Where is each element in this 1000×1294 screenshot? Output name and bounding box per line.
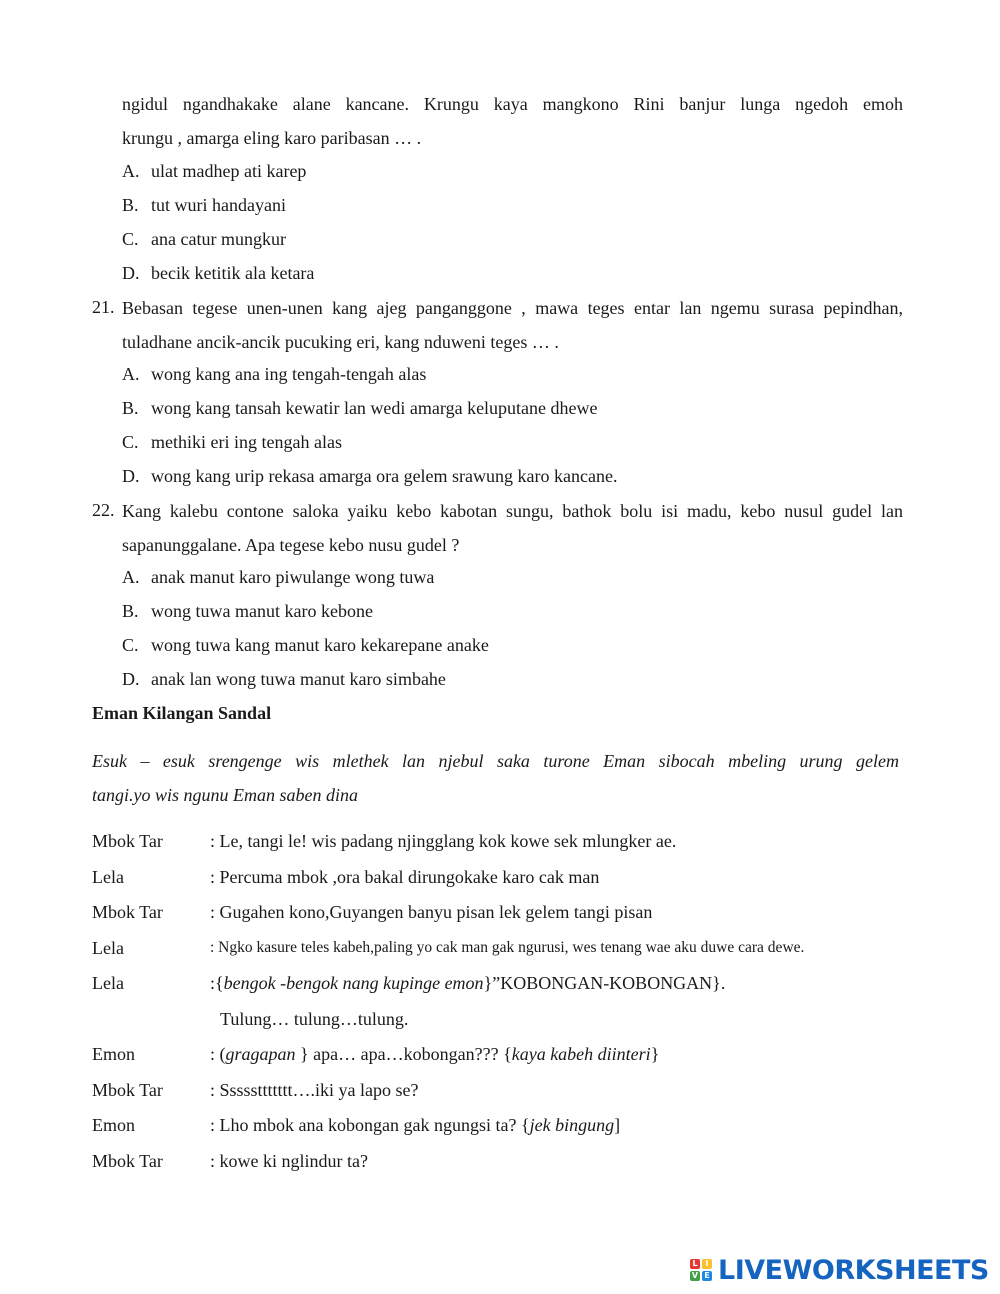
story-title: Eman Kilangan Sandal xyxy=(92,703,272,723)
q20-line1: ngidul ngandhakake alane kancane. Krungu kaya mangkono Rini banjur lunga ngedoh emoh xyxy=(122,94,903,114)
dialogue-text: : Lho mbok ana kobongan gak ngungsi ta? { xyxy=(210,1115,530,1135)
dialogue-line: Tulung… tulung…tulung. xyxy=(220,1009,409,1029)
dialogue-speaker: Emon xyxy=(92,1115,135,1135)
q22-option-a[interactable]: anak manut karo piwulange wong tuwa xyxy=(151,567,435,587)
q21-option-c-letter: C. xyxy=(122,432,139,452)
dialogue-line: : kowe ki nglindur ta? xyxy=(210,1151,368,1171)
dialogue-speaker: Mbok Tar xyxy=(92,1151,163,1171)
q22-line1: Kang kalebu contone saloka yaiku kebo kabotan sungu, bathok bolu isi madu, kebo nusul gudel lan xyxy=(122,501,903,521)
q21-option-a-letter: A. xyxy=(122,364,140,384)
stage-direction: jek bingung xyxy=(529,1115,615,1135)
q21-option-c[interactable]: methiki eri ing tengah alas xyxy=(151,432,342,452)
logo-icon-tile: I xyxy=(702,1259,712,1269)
q22-option-c[interactable]: wong tuwa kang manut karo kekarepane anake xyxy=(151,635,489,655)
dialogue-speaker: Mbok Tar xyxy=(92,902,163,922)
dialogue-text: }”KOBONGAN-KOBONGAN}. xyxy=(483,973,726,993)
dialogue-speaker: Lela xyxy=(92,938,124,958)
logo-icon-tile: L xyxy=(690,1259,700,1269)
dialogue-text: ] xyxy=(614,1115,621,1135)
q21-number: 21. xyxy=(92,297,115,317)
q21-line1: Bebasan tegese unen-unen kang ajeg panganggone , mawa teges entar lan ngemu surasa pepindhan, xyxy=(122,298,903,318)
dialogue-speaker: Mbok Tar xyxy=(92,1080,163,1100)
q21-option-d-letter: D. xyxy=(122,466,140,486)
dialogue-line: : Percuma mbok ,ora bakal dirungokake karo cak man xyxy=(210,867,600,887)
dialogue-line: : Gugahen kono,Guyangen banyu pisan lek gelem tangi pisan xyxy=(210,902,653,922)
q22-option-b-letter: B. xyxy=(122,601,139,621)
q22-option-c-letter: C. xyxy=(122,635,139,655)
q20-option-d-letter: D. xyxy=(122,263,140,283)
q21-option-b-letter: B. xyxy=(122,398,139,418)
q22-option-a-letter: A. xyxy=(122,567,140,587)
story-intro-line1: Esuk – esuk srengenge wis mlethek lan njebul saka turone Eman sibocah mbeling urung gelem xyxy=(92,751,899,771)
liveworksheets-icon xyxy=(690,1259,712,1281)
dialogue-line xyxy=(210,972,725,994)
q20-option-c-letter: C. xyxy=(122,229,139,249)
q20-option-c[interactable]: ana catur mungkur xyxy=(151,229,286,249)
q20-option-b-letter: B. xyxy=(122,195,139,215)
stage-direction: bengok -bengok nang kupinge emon xyxy=(223,973,484,993)
q20-option-a-letter: A. xyxy=(122,161,140,181)
q20-option-d[interactable]: becik ketitik ala ketara xyxy=(151,263,315,283)
q22-line2: sapanunggalane. Apa tegese kebo nusu gudel ? xyxy=(122,535,460,555)
liveworksheets-logo[interactable] xyxy=(690,1254,989,1286)
dialogue-speaker: Lela xyxy=(92,867,124,887)
stage-direction: gragapan xyxy=(225,1044,296,1064)
dialogue-speaker: Mbok Tar xyxy=(92,831,163,851)
logo-icon-tile: E xyxy=(702,1271,712,1281)
dialogue-line: : Ngko kasure teles kabeh,paling yo cak man gak ngurusi, wes tenang wae aku duwe cara dewe. xyxy=(210,939,805,956)
q21-option-b[interactable]: wong kang tansah kewatir lan wedi amarga keluputane dhewe xyxy=(151,398,598,418)
dialogue-line: : Sssssttttttt….iki ya lapo se? xyxy=(210,1080,419,1100)
stage-direction: kaya kabeh diinteri xyxy=(511,1044,651,1064)
dialogue-line xyxy=(210,1114,620,1136)
q21-line2: tuladhane ancik-ancik pucuking eri, kang nduweni teges … . xyxy=(122,332,559,352)
dialogue-text: : ( xyxy=(210,1044,226,1064)
logo-icon-tile: V xyxy=(691,1271,699,1280)
q21-option-a[interactable]: wong kang ana ing tengah-tengah alas xyxy=(151,364,427,384)
dialogue-text: } xyxy=(650,1044,660,1064)
dialogue-text: :{ xyxy=(210,973,224,993)
story-intro-line2: tangi.yo wis ngunu Eman saben dina xyxy=(92,785,358,805)
q22-number: 22. xyxy=(92,500,115,520)
q22-option-d-letter: D. xyxy=(122,669,140,689)
q20-option-b[interactable]: tut wuri handayani xyxy=(151,195,286,215)
dialogue-text: } apa… apa…kobongan??? { xyxy=(295,1044,512,1064)
q20-line2: krungu , amarga eling karo paribasan … . xyxy=(122,128,422,148)
logo-text: LIVEWORKSHEETS xyxy=(718,1254,989,1286)
dialogue-speaker: Lela xyxy=(92,973,124,993)
q22-option-b[interactable]: wong tuwa manut karo kebone xyxy=(151,601,373,621)
q21-option-d[interactable]: wong kang urip rekasa amarga ora gelem srawung karo kancane. xyxy=(151,466,618,486)
dialogue-line: : Le, tangi le! wis padang njingglang kok kowe sek mlungker ae. xyxy=(210,831,677,851)
q20-option-a[interactable]: ulat madhep ati karep xyxy=(151,161,307,181)
dialogue-speaker: Emon xyxy=(92,1044,135,1064)
q22-option-d[interactable]: anak lan wong tuwa manut karo simbahe xyxy=(151,669,446,689)
dialogue-line xyxy=(210,1043,659,1065)
